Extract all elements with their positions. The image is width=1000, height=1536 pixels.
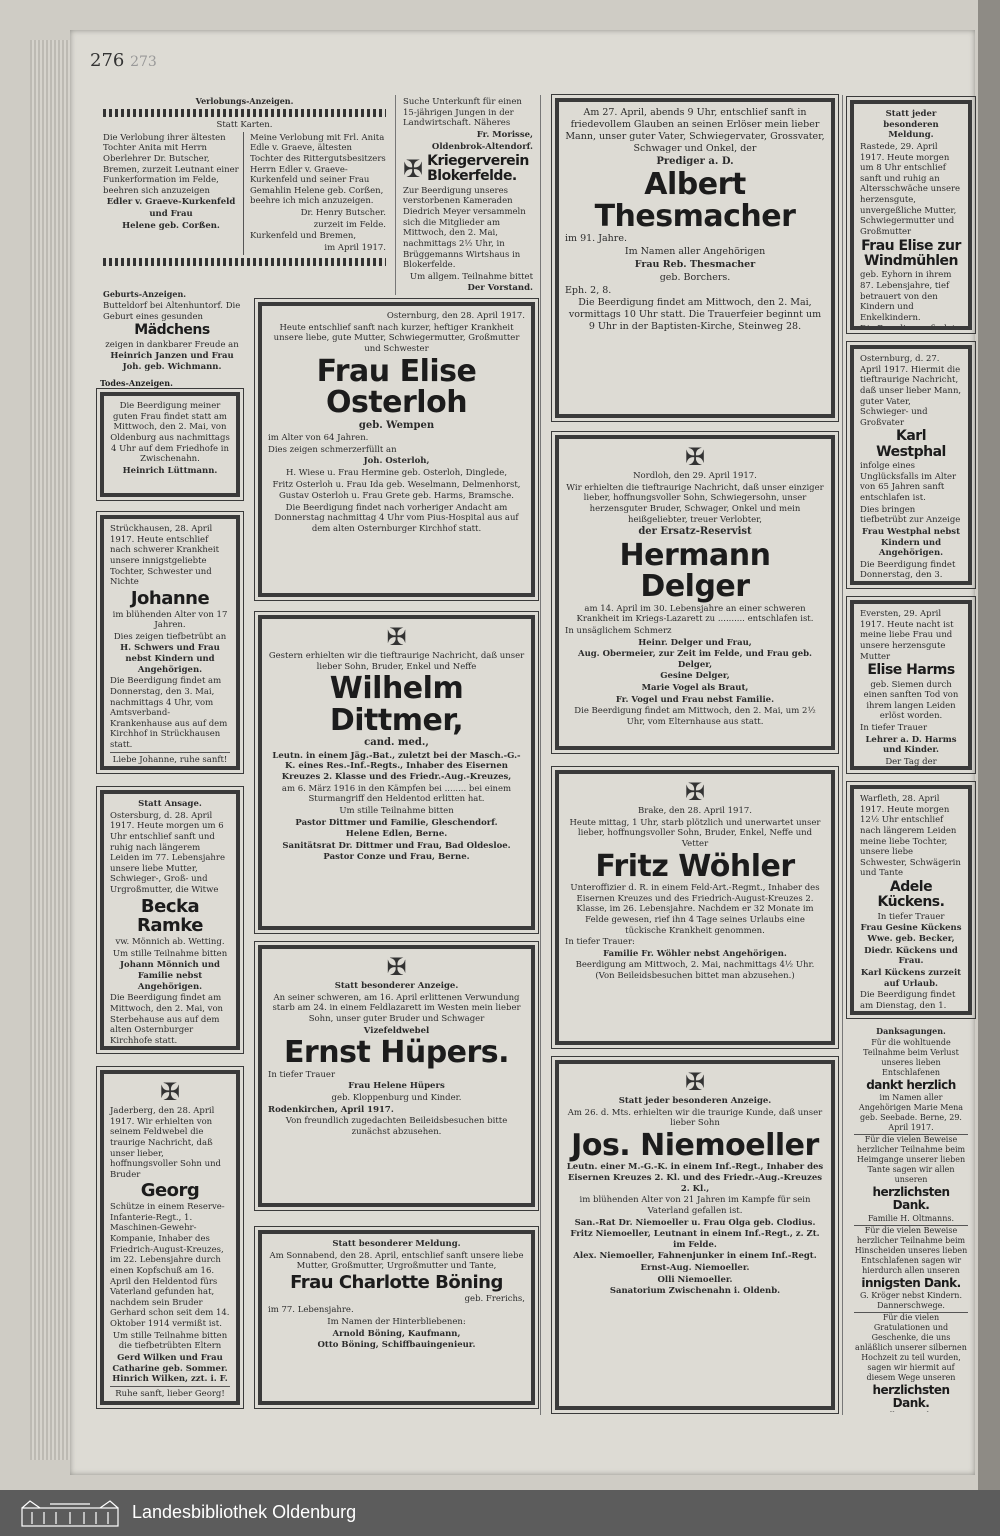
ad-text: Dies zeigen tiefbetrübt an: [113, 631, 227, 642]
ad-name: Georg: [140, 1180, 200, 1202]
ad-text: In tiefer Trauer:: [565, 937, 635, 948]
ad-place: Sanatorium Zwischenahn i. Oldenb.: [609, 1286, 781, 1297]
ad-name: Karl Westphal: [876, 428, 946, 460]
ad-text: Die Beerdigung findet am Mittwoch, den 2. Mai, vormittags 10 Uhr statt. Die Trauerfeier beginnt um 9 Uhr in der Baptisten-Kirche, Steinweg 28.: [568, 297, 822, 333]
ad-text: Osternburg, d. 27. April 1917. Hiermit die tieftraurige Nachricht, daß unser lieber Mann, guter Vater, Schwieger- und Großvater: [860, 354, 962, 428]
unterkunft-ad: [397, 92, 539, 154]
ad-subhead: Statt jeder besonderen Anzeige.: [618, 1096, 772, 1106]
library-footer: [0, 1490, 1000, 1536]
ad-signature: Alex. Niemoeller, Fahnenjunker in einem Inf.-Regt.: [573, 1251, 817, 1262]
osterloh-ad: [258, 302, 535, 597]
ad-text: Die Beerdigung findet am Mittwoch, den 2. Mai, von Sterbehause aus auf dem alten Osternburger Kirchhofe statt.: [110, 993, 224, 1046]
ad-place: Osternburg, den 28. April 1917.: [386, 311, 525, 321]
ad-signature: Aug. Obermeier, zur Zeit im Felde, und Frau geb. Delger,: [577, 649, 813, 670]
ad-signature: Ernst-Aug. Niemoeller.: [640, 1263, 750, 1273]
ad-text: Um stille Teilnahme bitten die tiefbetrübten Eltern: [112, 1330, 228, 1352]
ad-text: In tiefer Trauer: [860, 723, 928, 734]
iron-cross-icon: ✠: [684, 778, 706, 806]
ad-title: Blokerfelde.: [427, 168, 517, 185]
ad-text: Gestern erhielten wir die tieftraurige Nachricht, daß unser lieber Sohn, Bruder, Enkel und Neffe: [268, 651, 525, 672]
ad-name: Frau Elise Osterloh: [316, 353, 477, 420]
ad-text: Rastede, 29. April 1917. Heute morgen um 8 Uhr entschlief sanft und ruhig an Altersschwäche unsere herzensgute, unvergeßliche Mutter, Schwiegermutter und Großmutter: [860, 141, 961, 237]
ad-place: Brake, den 28. April 1917.: [638, 806, 752, 816]
ad-signature: Familie H. Oltmanns.: [867, 1213, 955, 1223]
ad-text: Warfleth, 28. April 1917. Heute morgen 12½ Uhr entschlief nach längerem Leiden meine liebe Tochter, unsere liebe Schwester, Schwägerin und Tante: [860, 794, 961, 879]
verlobung-left: [103, 132, 244, 255]
ornament-rule: [103, 109, 386, 117]
ad-text: An seiner schweren, am 16. April erlittenen Verwundung starb am 24. in einem Feldlazarett im Westen mein lieber Sohn, unser guter Bruder und Schwager: [272, 992, 521, 1024]
ad-name: innigsten Dank.: [861, 1275, 961, 1290]
ad-name: Elise Harms: [867, 662, 955, 679]
ad-signature: Heinrich Lüttmann.: [122, 465, 218, 476]
library-building-logo: [20, 1498, 120, 1528]
ad-signature: G. Kröger nebst Kindern. Dannerschwege.: [860, 1290, 962, 1310]
library-name: Landesbibliothek Oldenburg: [132, 1502, 357, 1522]
iron-cross-icon: ✠: [159, 1078, 181, 1106]
ad-text: Heute mittag, 1 Uhr, starb plötzlich und unerwartet unser lieber, hoffnungsvoller Sohn, Bruder, Enkel, Neffe und Vetter: [569, 817, 821, 849]
ad-signature: Dr. Henry Butscher.: [300, 208, 386, 218]
ad-signature: Gerd Wilken und Frau Catharine geb. Sommer. Hinrich Wilken, zzt. i. F.: [112, 1352, 228, 1385]
ad-place: Rodenkirchen, April 1917.: [268, 1104, 394, 1115]
ad-signature: H. Wiese u. Frau Hermine geb. Osterloh, Dinglede,: [285, 467, 508, 478]
page-number-text: 276: [90, 50, 125, 71]
woehler-ad: [555, 770, 835, 1045]
ad-text: am 6. März 1916 in den Kämpfen bei ........ bei einem Sturmangriff den Heldentod erlitten hat.: [281, 783, 512, 805]
ad-name: Becka Ramke: [137, 895, 203, 937]
ad-text: Dies bringen tiefbetrübt zur Anzeige: [860, 504, 961, 526]
ad-footer: Liebe Johanne, ruhe sanft!: [110, 752, 230, 766]
iron-cross-icon: ✠: [386, 623, 407, 651]
ad-signature: Familie Fr. Wöhler nebst Angehörigen.: [603, 948, 787, 959]
ad-signature: Sanitätsrat Dr. Dittmer und Frau, Bad Oldesloe.: [282, 840, 511, 851]
ad-text: In tiefer Trauer: [877, 911, 945, 922]
ad-text: Leutn. in einem Jäg.-Bat., zuletzt bei der Masch.-G.-K. eines Res.-Inf.-Regts., Inhaber des Eisernen Kreuzes 2. Klasse und des Friedr.-Aug.-Kreuzes,: [272, 750, 521, 782]
ad-subhead: Statt Karten.: [216, 120, 273, 130]
ad-signature: Marie Vogel als Braut,: [641, 683, 749, 693]
ad-name: Ernst Hüpers.: [283, 1035, 510, 1071]
ad-text: Jaderberg, den 28. April 1917. Wir erhielten von seinem Feldwebel die traurige Nachricht, daß unser lieber, hoffnungsvoller Sohn und Bruder: [110, 1106, 221, 1180]
ad-text: Eversten, 29. April 1917. Heute nacht ist meine liebe Frau und unsere herzensgute Mutter: [860, 609, 954, 662]
ad-text: Zur Beerdigung unseres verstorbenen Kameraden Diedrich Meyer versammeln sich die Mitglieder am Mittwoch, den 2. Mai, nachmittags 2½ Uhr, in Brüggemanns Wirtshaus in Blokerfelde.: [403, 185, 526, 271]
ad-signature: Frau Reb. Thesmacher: [634, 258, 756, 270]
ad-signature: Frau Westphal nebst Kindern und Angehörigen.: [861, 526, 961, 559]
iron-cross-icon: ✠: [403, 155, 424, 184]
ad-signature: Edler v. Graeve-Kurkenfeld: [106, 197, 236, 208]
ad-signature: Pastor Dittmer und Familie, Gleschendorf.: [295, 817, 498, 828]
ad-text: Am 27. April, abends 9 Uhr, entschlief sanft in friedevollem Glauben an seinen Erlöser mein lieber Mann, unser guter Vater, Schwiegervater, Grossvater, Schwager und Onkel, der: [565, 107, 825, 154]
ad-signature: Helene Edlen, Berne.: [345, 829, 448, 840]
harms-ad: [850, 600, 972, 770]
ad-text: geb. Wempen: [358, 419, 435, 431]
ad-text: cand. med.,: [364, 737, 429, 749]
ad-signature: Johann Mönnich und Familie nebst Angehörigen.: [120, 960, 220, 992]
ad-text: am 14. April im 30. Lebensjahre an einer schweren Krankheit im Kriegs-Lazarett zu .......... entschlafen ist.: [576, 603, 814, 625]
ad-text: Die Beerdigung findet am Donnerstag, den 3. Mai, nachmittags 4 Uhr, vom Amtsverband-Krankenhause aus auf dem Kirchhof in Strückhausen statt.: [110, 676, 228, 751]
ad-signature: Gustav Osterloh u. Frau Grete geb. Harms, Bramsche.: [278, 491, 515, 502]
column-rule: [842, 95, 843, 1415]
ad-text: Die Beerdigung findet nach vorheriger Andacht am Donnerstag nachmittag 4 Uhr vom Pius-Hospital aus auf dem alten Osternburger Kirchhof statt.: [274, 502, 519, 534]
ad-text: Für die vielen Gratulationen und Geschenke, die uns anläßlich unserer silbernen Hochzeit zu teil wurden, sagen wir hiermit auf diesem Wege unseren: [855, 1312, 967, 1382]
ad-signature: H. Schwers und Frau nebst Kindern und Angehörigen.: [120, 643, 220, 675]
ad-text: infolge eines Unglücksfalls im Alter von 65 Jahren sanft entschlafen ist.: [860, 461, 957, 504]
ad-signature: zurzeit im Felde.: [313, 219, 386, 230]
verlobung-ad: [97, 92, 392, 292]
ad-place: Nordloh, den 29. April 1917.: [633, 471, 757, 481]
thesmacher-ad: [555, 98, 835, 418]
section-header: Geburts-Anzeigen.: [103, 289, 187, 299]
ad-text: Suche Unterkunft für einen 15-jährigen Jungen in der Landwirtschaft. Näheres: [403, 97, 522, 129]
ad-signature: Helene geb. Corßen.: [122, 220, 220, 231]
delger-ad: [555, 435, 835, 750]
ad-signature: geb. Kloppenburg und Kinder.: [331, 1092, 462, 1103]
ad-text: Leutn. einer M.-G.-K. in einem Inf.-Regt., Inhaber des Eisernen Kreuzes 2. Kl. und des Friedr.-Aug.-Kreuzes 2. Kl.,: [566, 1162, 824, 1194]
section-header: Todes-Anzeigen.: [100, 378, 173, 388]
ad-text: im blühenden Alter von 21 Jahren im Kampfe für sein Vaterland gefallen ist.: [579, 1195, 811, 1216]
huepers-ad: [258, 945, 535, 1207]
kueckens-ad: [850, 785, 972, 1015]
ad-name: herzlichsten Dank.: [872, 1382, 950, 1410]
ad-text: Heute entschlief sanft nach kurzer, heftiger Krankheit unsere liebe, gute Mutter, Schwiegermutter, Großmutter und Schwester: [273, 322, 520, 354]
ad-name: dankt herzlich: [866, 1078, 956, 1092]
ad-name: Fritz Wöhler: [595, 848, 795, 884]
windmuehlen-ad: [850, 100, 972, 330]
ad-name: Hermann Delger: [619, 537, 771, 605]
ad-text: Um stille Teilnahme bitten: [112, 948, 228, 959]
ad-text: vw. Mönnich ab. Wetting.: [115, 937, 225, 948]
page-number: [90, 50, 157, 71]
ad-signature: Karl Kückens zurzeit auf Urlaub.: [860, 967, 962, 989]
ad-title: Kriegerverein: [427, 153, 529, 169]
ad-text: Am Sonnabend, den 28. April, entschlief sanft unsere liebe Mutter, Großmutter, Urgroßmutter und Tante,: [269, 1250, 524, 1272]
page-number-stamp: 273: [130, 54, 157, 70]
verlobung-right: [250, 132, 386, 255]
ad-signature: Joh. Osterloh,: [363, 456, 430, 467]
dittmer-ad: [258, 615, 535, 930]
ad-text: im Alter von 64 Jahren.: [268, 433, 369, 443]
ad-signature: Otto Böning, Schiffbauingenieur.: [317, 1340, 476, 1351]
ad-signature: im Namen aller Angehörigen Marie Mena geb. Seebade. Berne, 29. April 1917.: [858, 1093, 964, 1133]
ad-text: Um allgem. Teilnahme bittet: [409, 271, 533, 282]
ad-signature: Kurkenfeld und Bremen,: [250, 231, 357, 242]
ad-signature: Arnold Böning, Kaufmann,: [332, 1328, 461, 1339]
ad-signature: Der Vorstand.: [467, 283, 533, 294]
ad-footer: Ruhe sanft, lieber Georg!: [110, 1386, 230, 1400]
ad-text: Der Tag der: [885, 756, 937, 767]
ad-text: geb. Siemen durch einen sanften Tod von ihrem langen Leiden erlöst worden.: [863, 679, 959, 722]
ad-name: Frau Elise zur Windmühlen: [861, 237, 961, 269]
ad-signature: Lehrer a. D. Harms und Kinder.: [865, 734, 957, 756]
ad-subhead: Statt besonderer Meldung.: [332, 1239, 461, 1249]
ad-text: Meine Verlobung mit Frl. Anita Edle v. Graeve, ältesten Tochter des Rittergutsbesitzers Herrn Edler v. Graeve-Kurkenfeld und seiner Frau Gemahlin Helene geb. Corßen, beehre ich mich anzuzeigen.: [250, 132, 386, 207]
ad-signature: Pastor Conze und Frau, Berne.: [323, 852, 470, 863]
ad-signature: Frau Helene Hüpers: [348, 1081, 445, 1092]
ad-name: Johanne: [130, 587, 210, 609]
ad-signature: Gesine Delger,: [660, 671, 730, 682]
ad-signature: Fritz Osterloh u. Frau Ida geb. Weselmann, Delmenhorst,: [272, 479, 521, 490]
ad-text: Am 26. d. Mts. erhielten wir die traurige Kunde, daß unser lieber Sohn: [567, 1107, 823, 1129]
danksagungen-ad: [848, 1022, 974, 1412]
ad-text: Für die vielen Beweise herzlicher Teilnahme beim Hinscheiden unseres lieben Entschlafenen sagen wir hierdurch allen unseren: [854, 1225, 968, 1275]
ad-text: Butteldorf bei Altenhuntorf. Die Geburt eines gesunden: [103, 301, 241, 322]
ad-text: Ostersburg, d. 28. April 1917. Heute morgen um 6 Uhr entschlief sanft und ruhig nach längerem Leiden im 77. Lebensjahre unsere liebe Mutter, Schwieger-, Groß- und Urgroßmutter, die Witwe: [110, 810, 225, 895]
ad-text: Die Beerdigung meiner guten Frau findet statt am Mittwoch, den 2. Mai, von Oldenburg aus nachmittags 4 Uhr auf dem Friedhofe in Zwischenahn.: [110, 401, 230, 465]
ad-text: Für die wohltuende Teilnahme beim Verlust unseres lieben Entschlafenen: [863, 1038, 959, 1077]
ad-place: Oldenbrok-Altendorf.: [431, 141, 533, 152]
iron-cross-icon: ✠: [684, 443, 706, 471]
ad-signature: Olli Niemoeller.: [657, 1274, 733, 1285]
ad-text: Die Verlobung ihrer ältesten Tochter Anita mit Herrn Oberlehrer Dr. Butscher, Bremen, zurzeit Leutnant einer Funkerformation im Felde, beehren sich anzuzeigen: [103, 132, 239, 196]
page-edge: [30, 40, 70, 1460]
ad-signature: Heinr. Delger und Frau,: [638, 637, 752, 648]
ad-text: Vizefeldwebel: [363, 1025, 430, 1036]
section-header: Danksagungen.: [876, 1026, 946, 1036]
ad-text: In unsäglichem Schmerz: [565, 625, 672, 636]
ad-signature: und Frau: [149, 209, 193, 219]
ramke-ad: [100, 790, 240, 1050]
right-strip: [978, 0, 1000, 1490]
ad-signature: im April 1917.: [324, 242, 386, 253]
ad-text: Um stille Teilnahme bitten: [339, 805, 454, 816]
ad-signature: Fr. Vogel und Frau nebst Familie.: [615, 694, 775, 705]
ad-name: Mädchens: [134, 322, 210, 339]
ad-text: im 91. Jahre.: [565, 233, 627, 244]
ornament-rule: [103, 258, 386, 266]
ad-text: im 77. Lebensjahre.: [268, 1305, 354, 1316]
ad-text: Wir erhielten die tieftraurige Nachricht, daß unser einziger lieber, hoffnungsvoller Sohn, Schwiegersohn, unser herzensguter Bruder, Schwager, Onkel und mein heißgeliebter, treuer Verlobter,: [566, 482, 824, 525]
westphal-ad: [850, 345, 972, 585]
ad-name: Jos. Niemoeller: [571, 1127, 819, 1163]
ad-text: Von freundlich zugedachten Beileidsbesuchen bitte zunächst abzusehen.: [285, 1116, 508, 1137]
iron-cross-icon: ✠: [386, 953, 407, 981]
section-header: Verlobungs-Anzeigen.: [195, 96, 294, 106]
ad-text: geb. Frerichs,: [464, 1293, 525, 1304]
luettmann-ad: [100, 392, 240, 497]
ad-text: Prediger a. D.: [656, 155, 734, 167]
ad-signature: geb. Borchers.: [659, 271, 731, 283]
ad-subhead: Statt besonderer Anzeige.: [334, 981, 459, 991]
geburt-ad: [97, 285, 247, 375]
ad-text: Unteroffizier d. R. in einem Feld-Art.-Regmt., Inhaber des Eisernen Kreuzes und des Friedrich-August-Kreuzes 2. Klasse, im 26. Lebensjahre. Nachdem er 32 Monate im Felde gewesen, rief ihn 4 Tage seines Urlaubs eine tückische Krankheit genommen.: [570, 883, 820, 936]
ad-signature: Fr. Morisse,: [476, 129, 533, 140]
ad-text: Die Beerdigung findet: [860, 324, 956, 330]
column-rule: [395, 95, 396, 295]
ad-text: Dies zeigen schmerzerfüllt an: [268, 444, 397, 455]
ad-name: Frau Charlotte Böning: [290, 1271, 503, 1293]
ad-name: Adele Kückens.: [877, 879, 945, 911]
ad-text: der Ersatz-Reservist: [638, 526, 752, 538]
ad-subhead: Statt Ansage.: [138, 799, 202, 809]
johanne-ad: [100, 515, 240, 770]
ad-signature: San.-Rat Dr. Niemoeller u. Frau Olga geb. Clodius.: [574, 1217, 816, 1228]
ad-subhead: Statt jeder besonderen Meldung.: [883, 109, 939, 141]
georg-ad: [100, 1070, 240, 1405]
ad-signature: Frau Gesine Kückens Wwe. geb. Becker,: [860, 923, 962, 945]
ad-signature: [854, 1411, 968, 1412]
ad-text: Beerdigung am Mittwoch, 2. Mai, nachmittags 4½ Uhr. (Von Beileidsbesuchen bittet man abzusehen.): [575, 960, 815, 981]
kriegerverein-ad: [397, 150, 539, 295]
ad-text: geb. Eyhorn in ihrem 87. Lebensjahre, tief betrauert von den Kindern und Enkelkindern.: [860, 270, 952, 323]
ad-text: im blühenden Alter von 17 Jahren.: [112, 609, 228, 631]
ad-text: zeigen in dankbarer Freude an: [105, 339, 239, 350]
ad-text: Schütze in einem Reserve-Infanterie-Regt., 1. Maschinen-Gewehr-Kompanie, Inhaber des Friedrich-August-Kreuzes, im 22. Lebensjahre durch einen Kopfschuß am 16. April den Heldentod fürs Vaterland gefunden hat, nachdem sein Bruder Gerhard schon seit dem 14. Oktober 1914 vermißt ist.: [110, 1202, 230, 1330]
boening-ad: [258, 1230, 535, 1405]
ad-signature: Heinrich Janzen und Frau Joh. geb. Wichmann.: [110, 351, 234, 372]
ad-text: Eph. 2, 8.: [565, 284, 612, 296]
ad-text: Die Beerdigung findet am Mittwoch, den 2. Mai, um 2½ Uhr, vom Elternhause aus statt.: [574, 706, 816, 727]
ad-text: Im Namen aller Angehörigen: [624, 245, 766, 257]
ad-text: Für die vielen Beweise herzlicher Teilnahme beim Heimgange unserer lieben Tante sagen wir allen unseren: [854, 1134, 968, 1185]
ad-text: In tiefer Trauer: [268, 1069, 336, 1080]
ad-text: Strückhausen, 28. April 1917. Heute entschlief nach schwerer Krankheit unsere innigstgeliebte Tochter, Schwester und Nichte: [110, 524, 219, 588]
iron-cross-icon: ✠: [684, 1068, 706, 1096]
ad-text: Im Namen der Hinterbliebenen:: [327, 1316, 466, 1327]
ad-name: herzlichsten Dank.: [872, 1185, 950, 1213]
ad-name: Wilhelm Dittmer,: [329, 671, 464, 738]
ad-signature: Diedr. Kückens und Frau.: [864, 945, 958, 967]
column-rule: [540, 95, 541, 1415]
ad-signature: Fritz Niemoeller, Leutnant in einem Inf.-Regt., z. Zt. im Felde.: [570, 1229, 820, 1250]
ad-name: Albert Thesmacher: [594, 167, 796, 234]
ad-text: Die Beerdigung findet Donnerstag, den 3.: [860, 559, 956, 581]
niemoeller-ad: [555, 1060, 835, 1410]
ad-text: Die Beerdigung findet am Dienstag, den 1.: [860, 990, 956, 1011]
